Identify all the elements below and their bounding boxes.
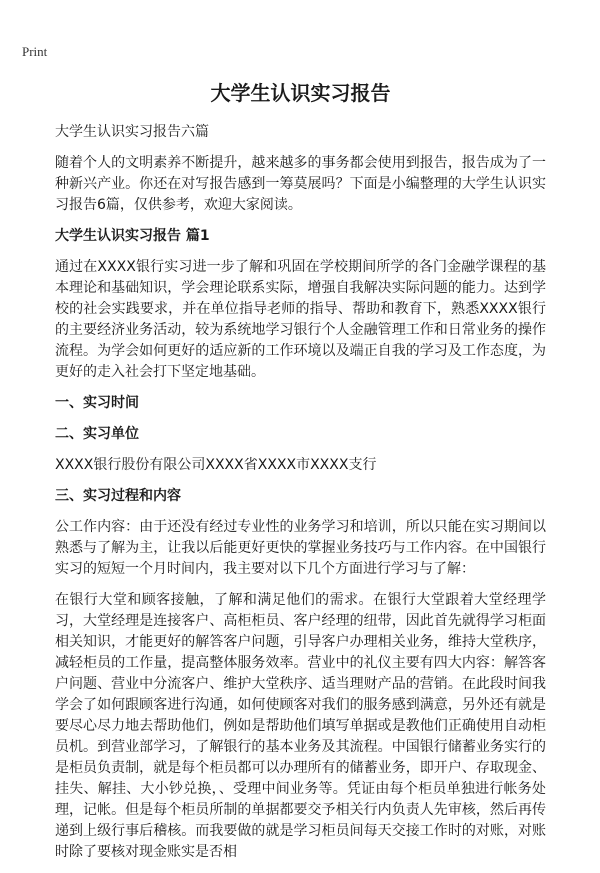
bank-lobby-paragraph: 在银行大堂和顾客接触，了解和满足他们的需求。在银行大堂跟着大堂经理学习，大堂经理是连接客户、高柜柜员、客户经理的纽带，因此首先就得学习柜面相关知识，才能更好的解答客户问题，引导客户办理相关业务，维持大堂秩序，减轻柜员的工作量，提高整体服务效率。营业中的礼仪主要有四大内容：解答客户问题、营业中分流客户、维护大堂秩序、适当理财产品的营销。在此段时间我学会了如何跟顾客进行沟通，如何使顾客对我们的服务感到满意，另外还有就是要尽心尽力地去帮助他们，例如是帮助他们填写单据或是教他们正确使用自动柜员机。到营业部学习，了解银行的基本业务及其流程。中国银行储蓄业务实行的是柜员负责制，就是每个柜员都可以办理所有的储蓄业务，即开户、存取现金、挂失、解挂、大小钞兑换，、受理中间业务等。凭证由每个柜员单独进行帐务处理，记帐。但是每个柜员所制的单据都要交予相关行内负责人先审核，然后再传递到上级行事后稽核。而我要做的就是学习柜员间每天交接工作时的对账，对账时除了要核对现金账实是否相 [55,592,546,860]
document-body [55,78,546,873]
work-content-paragraph: 公工作内容：由于还没有经过专业性的业务学习和培训，所以只能在实习期间以熟悉与了解为主，让我以后能更好更快的掌握业务技巧与工作内容。在中国银行实习的短短一个月时间内，我主要对以下几个方面进行学习与了解： [55,519,546,577]
heading-internship-time: 一、实习时间 [55,395,139,411]
print-link[interactable]: Print [22,44,48,59]
heading-internship-unit: 二、实习单位 [55,426,139,442]
section-heading: 大学生认识实习报告 篇1 [55,228,210,244]
section-paragraph: 通过在XXXX银行实习进一步了解和巩固在学校期间所学的各门金融学课程的基本理论和基础知识，学会理论联系实际，增强自我解决实际问题的能力。达到学校的社会实践要求，并在单位指导老师的指导、帮助和教育下，熟悉XXXX银行的主要经济业务活动，较为系统地学习银行个人金融管理工作和日常业务的操作流程。为学会如何更好的适应新的工作环境以及端正自我的学习及工作态度，为更好的走入社会打下坚定地基础。 [55,259,546,380]
page-title: 大学生认识实习报告 [210,81,391,105]
unit-paragraph: XXXX银行股份有限公司XXXX省XXXX市XXXX支行 [55,457,377,473]
subtitle: 大学生认识实习报告六篇 [55,124,209,140]
intro-paragraph: 随着个人的文明素养不断提升，越来越多的事务都会使用到报告，报告成为了一种新兴产业。你还在对写报告感到一筹莫展吗？下面是小编整理的大学生认识实习报告6篇，仅供参考，欢迎大家阅读。 [55,155,546,213]
heading-process-content: 三、实习过程和内容 [55,488,181,504]
